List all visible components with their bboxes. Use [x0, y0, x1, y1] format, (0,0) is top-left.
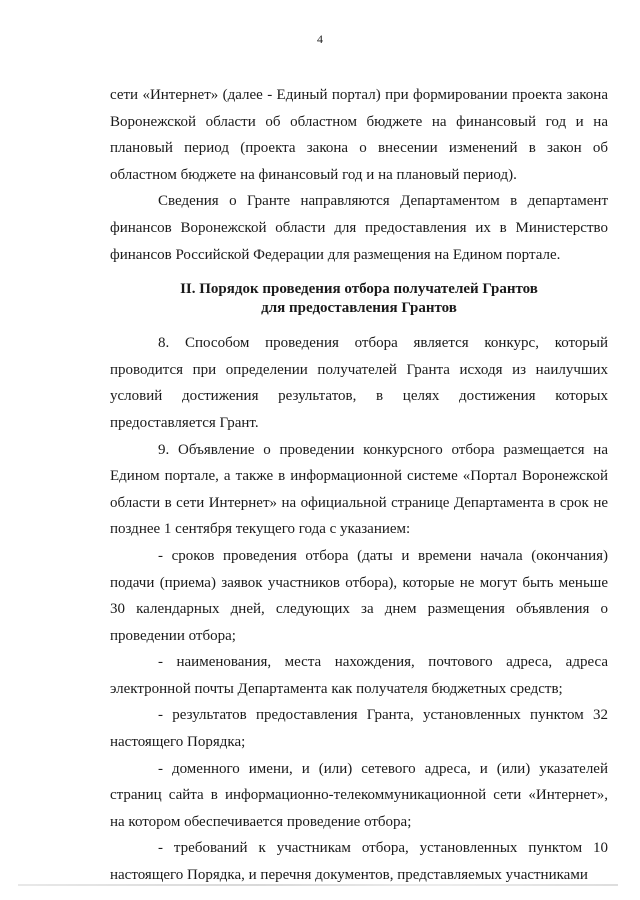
document-body: [110, 82, 608, 889]
list-item-participant-requirements: - требований к участникам отбора, установленных пунктом 10 настоящего Порядка, и перечня документов, представляемых участниками: [110, 840, 608, 884]
paragraph-item-8: 8. Способом проведения отбора является конкурс, который проводится при определении получателей Гранта исходя из наилучших условий достижения результатов, в целях достижения которых предоставляется Грант.: [110, 335, 608, 431]
section-heading-line-2: для предоставления Грантов: [261, 300, 457, 317]
paragraph-item-9: 9. Объявление о проведении конкурсного отбора размещается на Едином портале, а также в информационной системе «Портал Воронежской области в сети Интернет» на официальной странице Департамента в срок не позднее 1 сентября текущего года с указанием:: [110, 441, 608, 538]
page-number: 4: [317, 32, 323, 46]
section-heading-line-1: II. Порядок проведения отбора получателей Грантов: [180, 281, 538, 298]
scan-edge-artifact: [18, 884, 618, 886]
paragraph-portal-continuation: сети «Интернет» (далее - Единый портал) при формировании проекта закона Воронежской области об областном бюджете на финансовый год и на плановый период (проекта закона о внесении изменений в закон об областном бюджете на финансовый год и на плановый период).: [110, 87, 608, 183]
list-item-domain-name: - доменного имени, и (или) сетевого адреса, и (или) указателей страниц сайта в информационно-телекоммуникационной сети «Интернет», на котором обеспечивается проведение отбора;: [110, 760, 608, 830]
list-item-grant-results: - результатов предоставления Гранта, установленных пунктом 32 настоящего Порядка;: [110, 707, 608, 751]
paragraph-grant-info: Сведения о Гранте направляются Департаментом в департамент финансов Воронежской области для предоставления их в Министерство финансов Российской Федерации для размещения на Едином портале.: [110, 193, 608, 263]
section-heading: [110, 280, 608, 318]
list-item-deadlines: - сроков проведения отбора (даты и времени начала (окончания) подачи (приема) заявок участников отбора), которые не могут быть меньше 30 календарных дней, следующих за днем размещения объявления о проведении отбора;: [110, 547, 608, 644]
list-item-department-contacts: - наименования, места нахождения, почтового адреса, адреса электронной почты Департамента как получателя бюджетных средств;: [110, 654, 608, 697]
